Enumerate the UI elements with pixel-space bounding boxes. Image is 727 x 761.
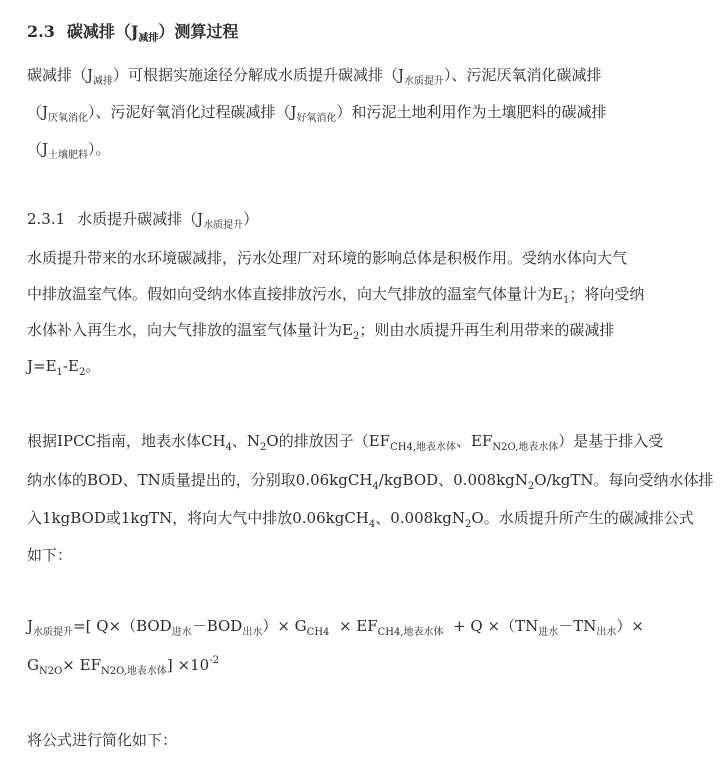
- paragraph-1-line-3: $(J_{土壤肥料})$。: [27, 140, 111, 161]
- paragraph-3-line-3: 入1kgBOD或1kgTN，将向大气中排放0.06kgCH$_4$、0.008kgN$_2$O。水质提升所产生的碳减排公式: [27, 509, 694, 530]
- paragraph-2-line-4: $J=E_1-E_2$。: [27, 357, 101, 378]
- paragraph-4: 将公式进行简化如下：: [27, 731, 178, 749]
- paragraph-3-line-2: 纳水体的BOD、TN质量提出的，分别取0.06kgCH$_4$/kgBOD、0.008kgN$_2$O/kgTN。每向受纳水体排: [27, 471, 714, 492]
- paragraph-3-line-1: 根据IPCC指南，地表水体$CH_4$、$N_2O$的排放因子（$EF_{CH4,地表水体}$、$EF_{N2O,地表水体}$）是基于排入受: [27, 432, 664, 453]
- subsection-heading-2-3-1: 2.3.1 水质提升碳减排$(J_{水质提升})$: [27, 210, 259, 231]
- section-heading-2-3: 2.3 碳减排$(J_{减排})$测算过程: [27, 22, 239, 44]
- paragraph-2-line-3: 水体补入再生水，向大气排放的温室气体量计为$E_2$；则由水质提升再生利用带来的碳减排: [27, 321, 615, 342]
- paragraph-1-line-2: $(J_{厌氧消化})$、污泥好氧消化过程碳减排$(J_{好氧消化})$和污泥土地利用作为土壤肥料的碳减排: [27, 103, 607, 124]
- paragraph-2-line-2: 中排放温室气体。假如向受纳水体直接排放污水，向大气排放的温室气体量计为$E_1$；将向受纳: [27, 285, 645, 306]
- formula-line-1: $J_{水质提升}=$[ $Q\times(BOD_{进水}-BOD_{出水})\times G_{CH4} \times EF_{CH4,地表水体} + Q \times(TN_{进水}-TN_{出水})\times$: [27, 617, 644, 638]
- paragraph-2-line-1: 水质提升带来的水环境碳减排，污水处理厂对环境的影响总体是积极作用。受纳水体向大气: [27, 249, 628, 267]
- formula-line-2: $G_{N2O}\times EF_{N2O,地表水体}] \times 10^{-2}$: [27, 655, 219, 677]
- paragraph-3-line-4: 如下：: [27, 546, 73, 564]
- paragraph-1-line-1: 碳减排$(J_{减排})$可根据实施途径分解成水质提升碳减排$(J_{水质提升})$、污泥厌氧消化碳减排: [27, 66, 602, 87]
- heading-number: 2.3: [27, 22, 55, 41]
